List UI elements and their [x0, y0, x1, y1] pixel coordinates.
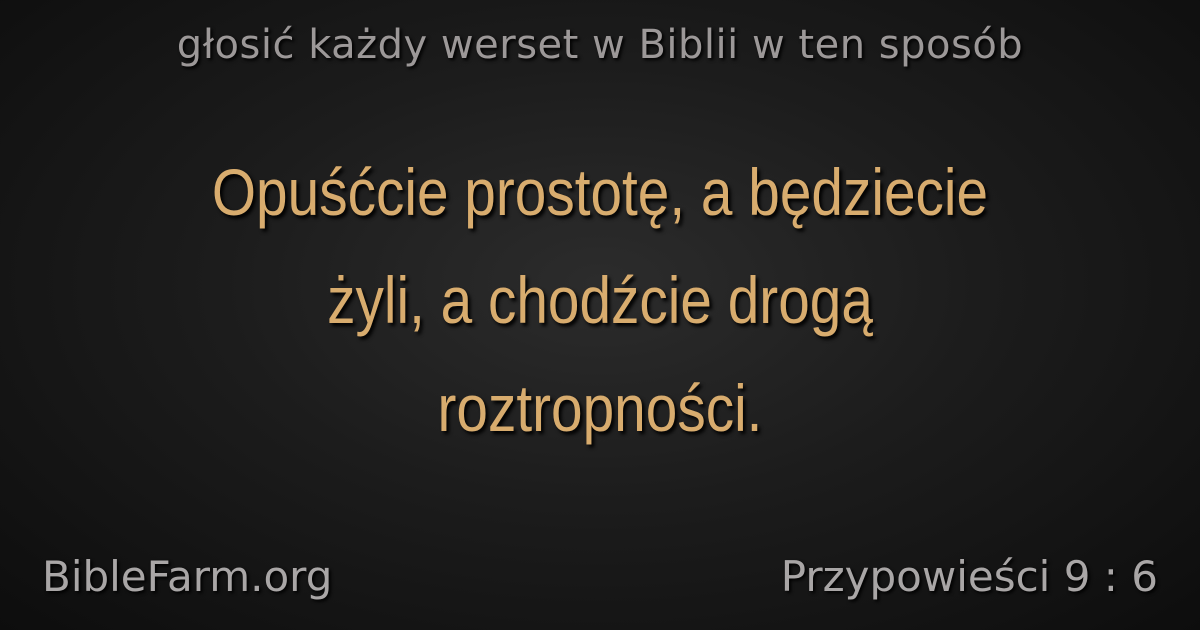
- verse-text: [153, 138, 1047, 462]
- verse-line: Opuśćcie prostotę, a będziecie: [211, 155, 989, 229]
- tagline: głosić każdy werset w Biblii w ten sposób: [176, 22, 1024, 68]
- verse-line: roztropności.: [437, 371, 763, 445]
- verse-line: żyli, a chodźcie drogą: [327, 263, 873, 337]
- site-name: BibleFarm.org: [42, 552, 333, 601]
- verse-reference: Przypowieści 9 : 6: [780, 552, 1158, 601]
